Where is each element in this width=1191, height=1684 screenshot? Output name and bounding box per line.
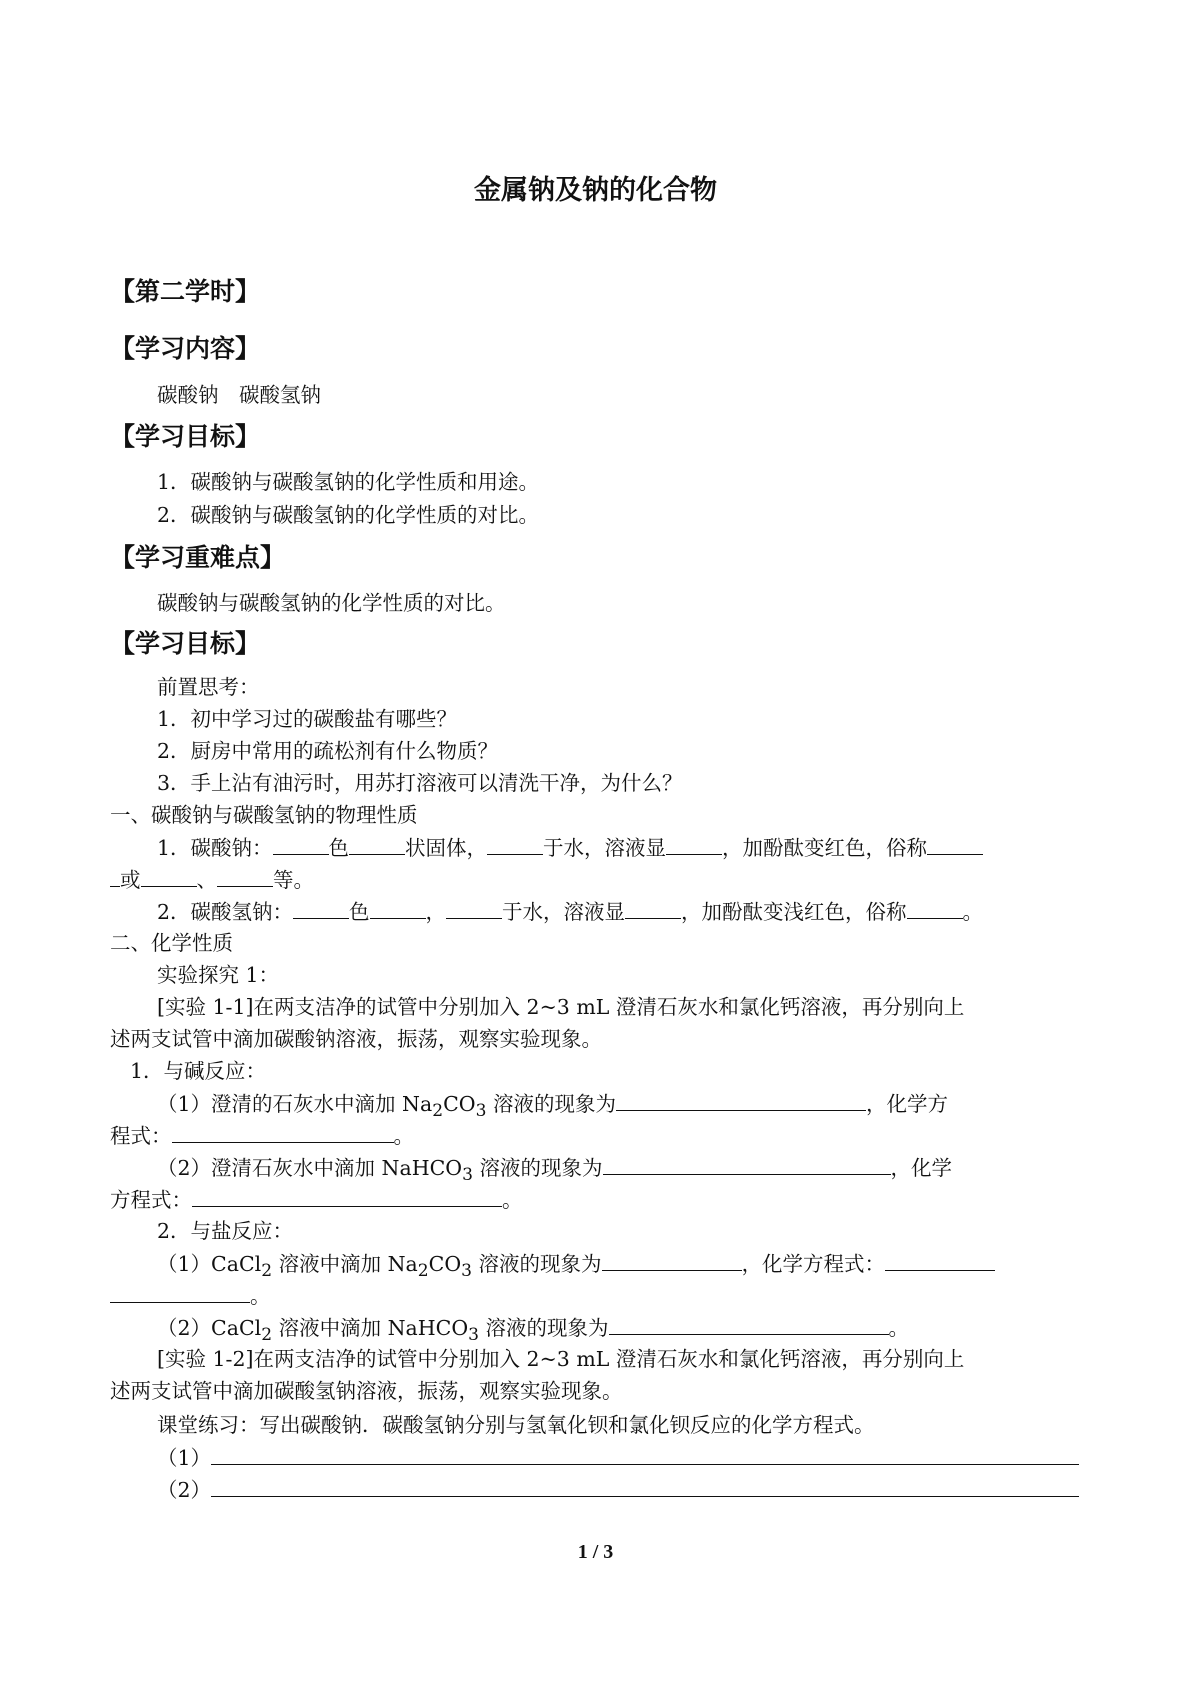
heading-keypoints: 【学习重难点】: [110, 543, 286, 572]
na2co3-text-phenol: ，加酚酞变红色，俗称: [722, 836, 928, 860]
base-q1-text-e: 程式：: [110, 1124, 172, 1148]
na2co3-text-solubility: 于水，溶液显: [543, 836, 667, 860]
pre-thinking-label: 前置思考：: [157, 675, 260, 699]
goal-item-1: 1．碳酸钠与碳酸氢钠的化学性质和用途。: [157, 470, 540, 494]
experiment-1-2-line-2: 述两支试管中滴加碳酸氢钠溶液，振荡，观察实验现象。: [110, 1379, 623, 1403]
base-q2-text-d: 方程式：: [110, 1188, 192, 1212]
na2co3-prefix: 1．碳酸钠：: [157, 836, 273, 860]
practice-item-2: [157, 1474, 1079, 1505]
na2co3-text-etc: 等。: [273, 868, 314, 892]
heading-content: 【学习内容】: [110, 334, 261, 363]
base-question-1-line-2: [110, 1120, 414, 1151]
salt-q1-text-a: （1）CaCl: [157, 1252, 262, 1276]
heading-goals: 【学习目标】: [110, 422, 261, 451]
document-title: 金属钠及钠的化合物: [474, 175, 717, 206]
base-q1-phenomenon-blank[interactable]: [616, 1088, 866, 1111]
salt-q1-text-d: 溶液的现象为: [472, 1252, 602, 1276]
nahco3-text-end: 。: [962, 900, 984, 924]
base-q2-text-b: 溶液的现象为: [472, 1156, 603, 1180]
base-reaction-title: 1．与碱反应：: [130, 1059, 267, 1083]
base-q1-text-c: 溶液的现象为: [486, 1092, 616, 1116]
base-q1-equation-blank[interactable]: [172, 1120, 394, 1143]
practice-prompt: 课堂练习：写出碳酸钠．碳酸氢钠分别与氢氧化钡和氯化钡反应的化学方程式。: [157, 1413, 875, 1437]
na2co3-properties-line-2: [110, 864, 314, 895]
experiment-1-1-line-1: [实验 1-1]在两支洁净的试管中分别加入 2~3 mL 澄清石灰水和氯化钙溶液，再分别向上: [157, 995, 965, 1019]
base-q2-text-a: （2）澄清石灰水中滴加 NaHCO: [157, 1156, 463, 1180]
na2co3-color-blank[interactable]: [273, 832, 329, 855]
explore-label: 实验探究 1：: [157, 963, 280, 987]
nahco3-text-color: 色: [349, 900, 370, 924]
na2co3-text-or: 或: [120, 868, 141, 892]
base-q2-sub-1: 3: [462, 1165, 473, 1186]
salt-question-1-line-2: [110, 1280, 271, 1311]
pre-thinking-item-2: 2．厨房中常用的疏松剂有什么物质？: [157, 739, 499, 763]
salt-q1-sub-1: 2: [261, 1261, 273, 1282]
base-q1-text-b: CO: [443, 1092, 476, 1116]
na2co3-text-comma: 、: [196, 868, 217, 892]
nahco3-color-blank[interactable]: [293, 896, 349, 919]
practice-item-1: [157, 1442, 1079, 1473]
salt-reaction-title: 2．与盐反应：: [157, 1219, 294, 1243]
nahco3-properties-line: [157, 896, 983, 927]
salt-q1-sub-2: 2: [417, 1261, 429, 1282]
practice-item-1-label: （1）: [157, 1446, 212, 1470]
base-q2-text-e: 。: [502, 1188, 523, 1212]
section-1-title: 一、碳酸钠与碳酸氢钠的物理性质: [110, 803, 418, 827]
salt-q2-text-c: 溶液的现象为: [479, 1316, 609, 1340]
heading-goals-2: 【学习目标】: [110, 629, 261, 658]
base-q1-text-f: 。: [393, 1124, 414, 1148]
experiment-1-2-line-1: [实验 1-2]在两支洁净的试管中分别加入 2~3 mL 澄清石灰水和氯化钙溶液，再分别向上: [157, 1347, 965, 1371]
salt-q1-sub-3: 3: [461, 1261, 473, 1282]
pre-thinking-item-1: 1．初中学习过的碳酸盐有哪些？: [157, 707, 458, 731]
section-2-title: 二、化学性质: [110, 931, 233, 955]
content-text: 碳酸钠 碳酸氢钠: [157, 383, 321, 407]
salt-q2-sub-1: 2: [261, 1325, 273, 1346]
nahco3-text-comma: ，: [425, 900, 447, 924]
keypoints-text: 碳酸钠与碳酸氢钠的化学性质的对比。: [157, 591, 506, 615]
na2co3-solubility-blank[interactable]: [487, 832, 543, 855]
base-q2-equation-blank[interactable]: [192, 1184, 502, 1207]
nahco3-prefix: 2．碳酸氢钠：: [157, 900, 294, 924]
base-q1-sub-1: 2: [432, 1101, 444, 1122]
salt-q1-text-b: 溶液中滴加 Na: [272, 1252, 418, 1276]
practice-2-answer-blank[interactable]: [211, 1474, 1079, 1497]
pre-thinking-item-3: 3．手上沾有油污时，用苏打溶液可以清洗干净，为什么？: [157, 771, 683, 795]
salt-q1-equation-blank-cont[interactable]: [110, 1280, 250, 1303]
page-number: 1 / 3: [577, 1541, 614, 1563]
salt-q1-text-e: ，化学方程式：: [741, 1252, 886, 1276]
nahco3-common-name-blank[interactable]: [907, 896, 963, 919]
salt-q1-text-c: CO: [428, 1252, 462, 1276]
nahco3-solubility-blank[interactable]: [446, 896, 502, 919]
salt-q2-text-a: （2）CaCl: [157, 1316, 262, 1340]
salt-q2-text-d: 。: [888, 1316, 910, 1340]
salt-q1-phenomenon-blank[interactable]: [602, 1248, 742, 1271]
na2co3-alias-1-blank[interactable]: [141, 864, 197, 887]
nahco3-text-phenol: ，加酚酞变浅红色，俗称: [681, 900, 907, 924]
practice-1-answer-blank[interactable]: [211, 1442, 1079, 1465]
base-q1-text-a: （1）澄清的石灰水中滴加 Na: [157, 1092, 433, 1116]
na2co3-common-name-blank[interactable]: [927, 832, 983, 855]
goal-item-2: 2．碳酸钠与碳酸氢钠的化学性质的对比。: [157, 503, 540, 527]
na2co3-state-blank[interactable]: [349, 832, 405, 855]
nahco3-text-solubility: 于水，溶液显: [502, 900, 626, 924]
salt-q2-sub-2: 3: [468, 1325, 480, 1346]
base-q2-phenomenon-blank[interactable]: [603, 1152, 891, 1175]
salt-question-1-line-1: [157, 1248, 995, 1286]
na2co3-text-state: 状固体，: [405, 836, 488, 860]
practice-item-2-label: （2）: [157, 1478, 212, 1502]
base-q1-text-d: ，化学方: [866, 1092, 948, 1116]
na2co3-solution-blank[interactable]: [666, 832, 722, 855]
na2co3-alias-2-blank[interactable]: [217, 864, 273, 887]
nahco3-solution-blank[interactable]: [625, 896, 681, 919]
na2co3-properties-line-1: [157, 832, 983, 863]
nahco3-state-blank[interactable]: [370, 896, 426, 919]
base-q1-sub-2: 3: [475, 1101, 487, 1122]
experiment-1-1-line-2: 述两支试管中滴加碳酸钠溶液，振荡，观察实验现象。: [110, 1027, 602, 1051]
salt-q2-phenomenon-blank[interactable]: [609, 1312, 889, 1335]
base-q2-text-c: ，化学: [890, 1156, 952, 1180]
heading-period: 【第二学时】: [110, 277, 261, 306]
salt-q2-text-b: 溶液中滴加 NaHCO: [272, 1316, 469, 1340]
base-question-2-line-2: [110, 1184, 523, 1215]
na2co3-text-color: 色: [328, 836, 350, 860]
salt-q1-text-f: 。: [250, 1284, 271, 1308]
na2co3-common-name-blank-cont[interactable]: [110, 864, 120, 887]
salt-q1-equation-blank[interactable]: [885, 1248, 995, 1271]
